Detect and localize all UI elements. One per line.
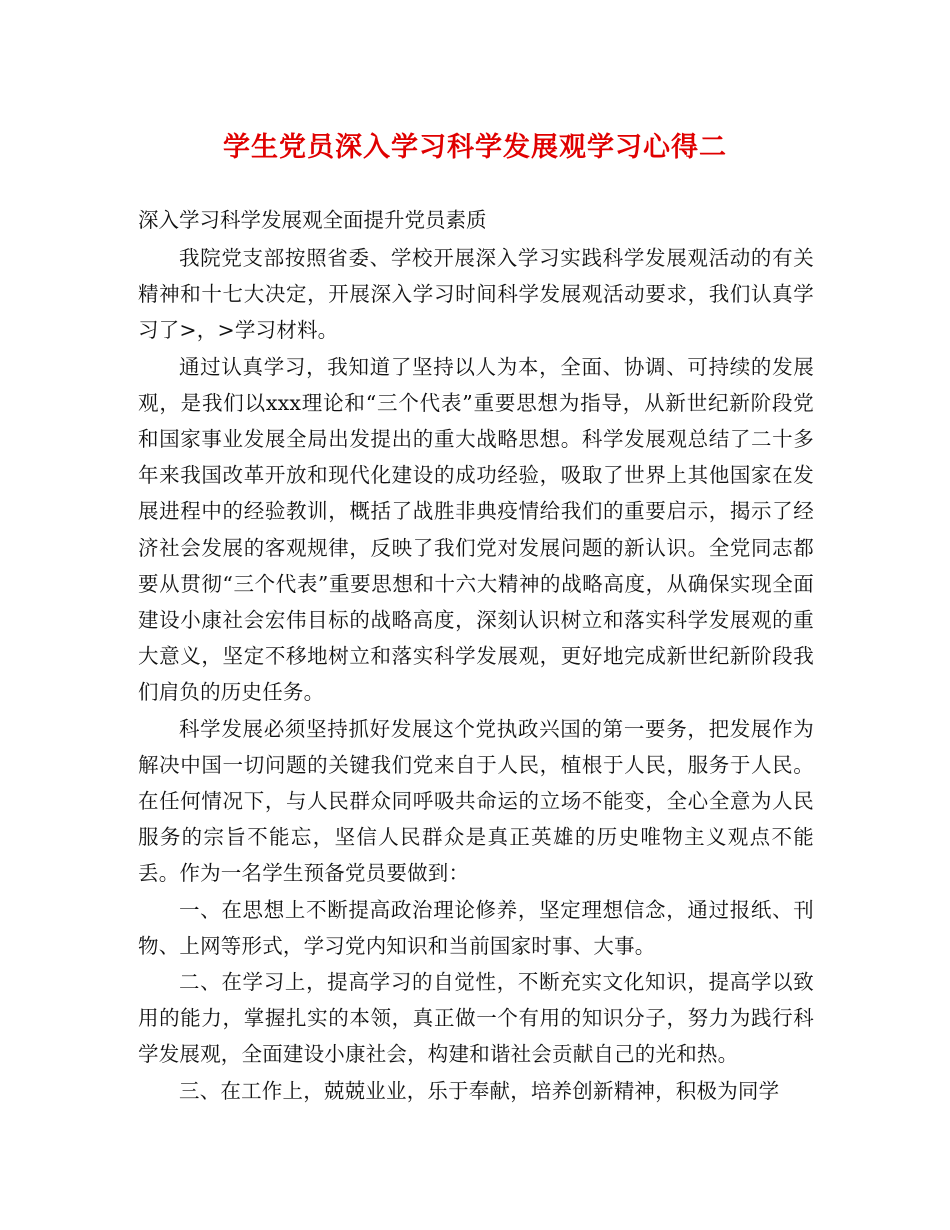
paragraph-intro: 我院党支部按照省委、学校开展深入学习实践科学发展观活动的有关精神和十七大决定，开展深入学习时间科学发展观活动要求，我们认真学习了>，>学习材料。 bbox=[138, 246, 814, 343]
paragraph-point-thought: 一、在思想上不断提高政治理论修养，坚定理想信念，通过报纸、刊物、上网等形式，学习党内知识和当前国家时事、大事。 bbox=[138, 897, 814, 958]
paragraph-point-study: 二、在学习上，提高学习的自觉性，不断充实文化知识，提高学以致用的能力，掌握扎实的本领，真正做一个有用的知识分子，努力为践行科学发展观，全面建设小康社会，构建和谐社会贡献自己的光和热。 bbox=[138, 970, 814, 1067]
paragraph-understanding: 通过认真学习，我知道了坚持以人为本，全面、协调、可持续的发展观，是我们以xxx理论和“三个代表”重要思想为指导，从新世纪新阶段党和国家事业发展全局出发提出的重大战略思想。科学发展观总结了二十多年来我国改革开放和现代化建设的成功经验，吸取了世界上其他国家在发展进程中的经验教训，概括了战胜非典疫情给我们的重要启示，揭示了经济社会发展的客观规律，反映了我们党对发展问题的新认识。全党同志都要从贯彻“三个代表”重要思想和十六大精神的战略高度，从确保实现全面建设小康社会宏伟目标的战略高度，深刻认识树立和落实科学发展观的重大意义，坚定不移地树立和落实科学发展观，更好地完成新世纪新阶段我们肩负的历史任务。 bbox=[138, 354, 814, 705]
document-title: 学生党员深入学习科学发展观学习心得二 bbox=[223, 132, 727, 163]
paragraph-point-work: 三、在工作上，兢兢业业，乐于奉献，培养创新精神，积极为同学 bbox=[179, 1078, 780, 1103]
paragraph-development: 科学发展必须坚持抓好发展这个党执政兴国的第一要务，把发展作为解决中国一切问题的关键我们党来自于人民，植根于人民，服务于人民。在任何情况下，与人民群众同呼吸共命运的立场不能变，全心全意为人民服务的宗旨不能忘，坚信人民群众是真正英雄的历史唯物主义观点不能丢。作为一名学生预备党员要做到： bbox=[138, 716, 814, 886]
document-subtitle: 深入学习科学发展观全面提升党员素质 bbox=[138, 208, 487, 232]
document-body bbox=[138, 240, 814, 1109]
